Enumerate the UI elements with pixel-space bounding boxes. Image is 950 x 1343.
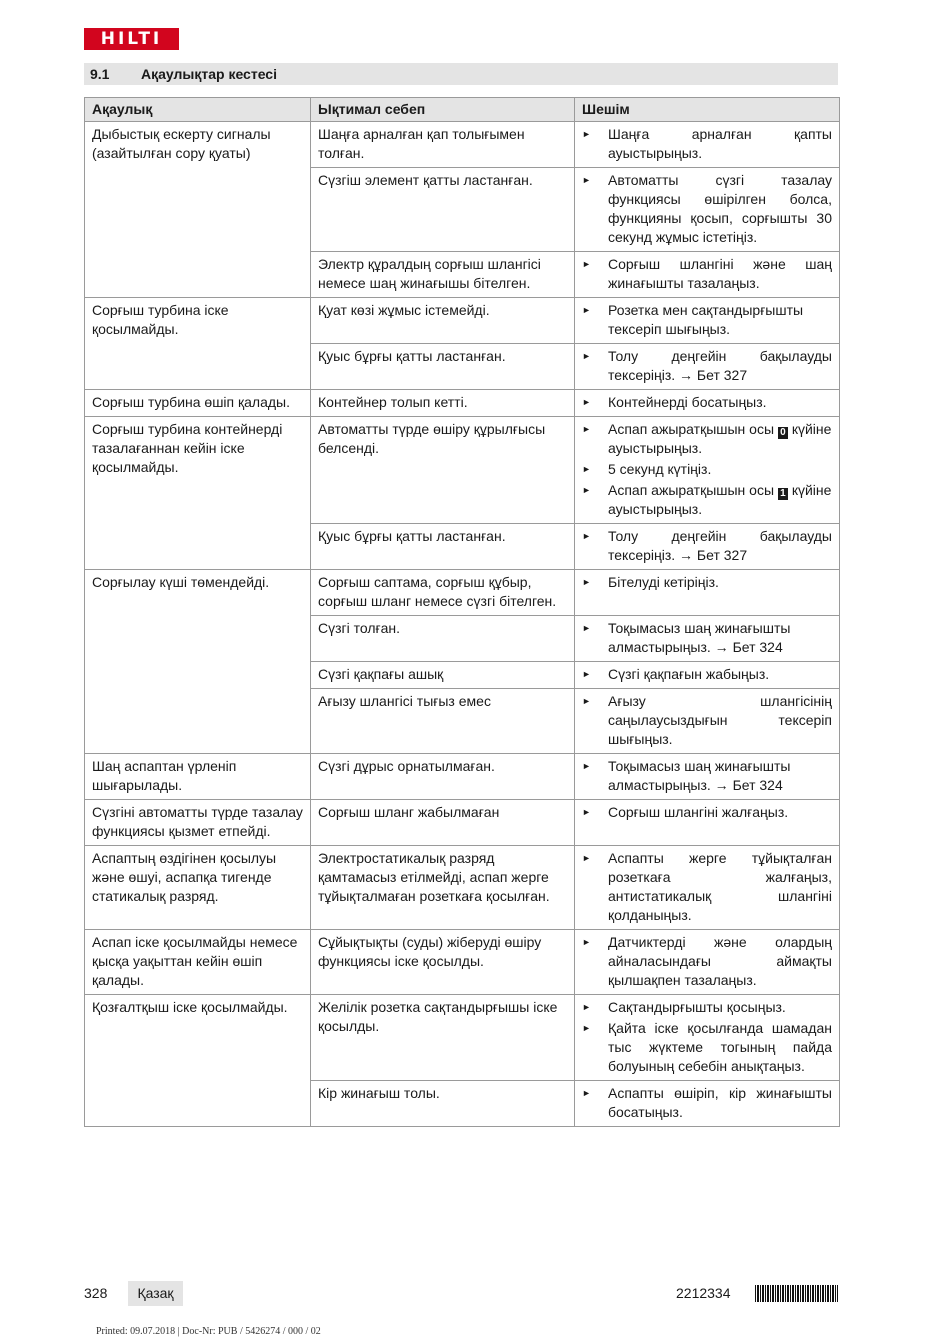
solution-cell [575,662,840,689]
solution-cell [575,930,840,995]
fault-cell: Дыбыстық ескерту сигналы (азайтылған сору қуаты) [85,122,311,298]
solution-cell [575,754,840,800]
bullet-arrow-icon: ► [582,351,591,361]
column-header-cause: Ықтимал себеп [311,98,575,122]
fault-cell: Аспап іске қосылмайды немесе қысқа уақыттан кейін өшіп қалады. [85,930,311,995]
fault-cell: Сорғыш турбина өшіп қалады. [85,390,311,417]
solution-cell [575,298,840,344]
solution-text: Аспапты жерге тұйықталған розеткаға жалғаңыз, антистатикалық шлангіні қолданыңыз. [608,850,832,923]
fault-cell: Шаң аспаптан үрленіп шығарылады. [85,754,311,800]
bullet-arrow-icon: ► [582,464,591,474]
page-footer [0,1284,950,1304]
document-number: 2212334 [676,1285,731,1301]
hilti-logo: HILTI [84,28,179,50]
cause-cell: Контейнер толып кетті. [311,390,575,417]
fault-cell: Сорғылау күші төмендейді. [85,570,311,754]
bullet-arrow-icon: ► [582,531,591,541]
solution-text: Қайта іске қосылғанда шамадан тыс жүктеме тогының пайда болуының себебін анықтаңыз. [608,1020,832,1074]
solution-cell [575,800,840,846]
solution-cell [575,689,840,754]
solution-cell [575,168,840,252]
cause-cell: Шаңға арналған қап толығымен толған. [311,122,575,168]
cause-cell: Сүзгі дұрыс орнатылмаған. [311,754,575,800]
solution-text: Контейнерді босатыңыз. [608,394,767,410]
cause-cell: Сорғыш саптама, сорғыш құбыр, сорғыш шланг немесе сүзгі бітелген. [311,570,575,616]
bullet-arrow-icon: ► [582,129,591,139]
solution-cell [575,995,840,1081]
bullet-arrow-icon: ► [582,175,591,185]
bullet-arrow-icon: ► [582,696,591,706]
section-title: Ақаулықтар кестесі [141,66,277,82]
table-row [85,570,840,616]
solution-cell [575,616,840,662]
print-info: Printed: 09.07.2018 | Doc-Nr: PUB / 5426274 / 000 / 02 [96,1326,321,1337]
bullet-arrow-icon: ► [582,761,591,771]
fault-cell: Сорғыш турбина контейнерді тазалағаннан кейін іске қосылмайды. [85,417,311,570]
solution-text: Сақтандырғышты қосыңыз. [608,999,786,1015]
solution-cell [575,524,840,570]
solution-text: Сорғыш шлангіні жалғаңыз. [608,804,789,820]
cause-cell: Электростатикалық разряд қамтамасыз етілмейді, аспап жерге тұйықталмаған розеткаға қосылған. [311,846,575,930]
solution-text: Розетка мен сақтандырғышты тексеріп шығыңыз. [608,302,804,337]
solution-cell [575,344,840,390]
solution-cell [575,1081,840,1127]
table-header-row [85,98,840,122]
fault-cell: Аспаптың өздігінен қосылуы және өшуі, аспапқа тигенде статикалық разряд. [85,846,311,930]
bullet-arrow-icon: ► [582,485,591,495]
cause-cell: Сүзгі қақпағы ашық [311,662,575,689]
column-header-solution: Шешім [575,98,840,122]
table-row [85,122,840,168]
cause-cell: Сүзгіш элемент қатты ластанған. [311,168,575,252]
cause-cell: Сорғыш шланг жабылмаған [311,800,575,846]
section-heading [84,63,838,85]
solution-cell [575,846,840,930]
cause-cell: Кір жинағыш толы. [311,1081,575,1127]
cause-cell: Автоматты түрде өшіру құрылғысы белсенді. [311,417,575,524]
solution-text: Тоқымасыз шаң жинағышты алмастырыңыз. → Бет 324 [608,620,791,655]
solution-text: 5 секунд күтіңіз. [608,461,712,477]
troubleshooting-table [84,97,840,1127]
bullet-arrow-icon: ► [582,1023,591,1033]
solution-cell [575,570,840,616]
solution-text: Аспапты өшіріп, кір жинағышты босатыңыз. [608,1085,832,1120]
bullet-arrow-icon: ► [582,853,591,863]
column-header-fault: Ақаулық [85,98,311,122]
bullet-arrow-icon: ► [582,577,591,587]
solution-text-tail: күйіне ауыстырыңыз. [608,482,832,517]
solution-cell [575,417,840,524]
table-row [85,930,840,995]
switch-position-1-symbol: 1 [778,488,788,500]
solution-cell [575,122,840,168]
switch-position-0-symbol: 0 [778,427,788,439]
language-label: Қазақ [128,1281,183,1306]
table-row [85,800,840,846]
cause-cell: Қуыс бұрғы қатты ластанған. [311,524,575,570]
section-number: 9.1 [90,66,110,82]
table-row [85,390,840,417]
cause-cell: Электр құралдың сорғыш шлангісі немесе шаң жинағышы бітелген. [311,252,575,298]
solution-cell [575,252,840,298]
cause-cell: Қуат көзі жұмыс істемейді. [311,298,575,344]
table-row [85,298,840,344]
solution-text: Толу деңгейін бақылауды тексеріңіз. → Бет 327 [608,528,832,563]
solution-text: Аспап ажыратқышын осы [608,482,775,498]
solution-cell [575,390,840,417]
fault-cell: Сүзгіні автоматты түрде тазалау функциясы қызмет етпейді. [85,800,311,846]
bullet-arrow-icon: ► [582,807,591,817]
solution-text: Шаңға арналған қапты ауыстырыңыз. [608,126,832,161]
solution-text: Толу деңгейін бақылауды тексеріңіз. → Бет 327 [608,348,832,383]
bullet-arrow-icon: ► [582,669,591,679]
bullet-arrow-icon: ► [582,937,591,947]
solution-text: Сорғыш шлангіні және шаң жинағышты тазалаңыз. [608,256,832,291]
bullet-arrow-icon: ► [582,397,591,407]
bullet-arrow-icon: ► [582,305,591,315]
table-row [85,754,840,800]
bullet-arrow-icon: ► [582,1002,591,1012]
table-row [85,417,840,524]
solution-text-tail: күйіне ауыстырыңыз. [608,421,832,456]
bullet-arrow-icon: ► [582,259,591,269]
bullet-arrow-icon: ► [582,623,591,633]
solution-text: Сүзгі қақпағын жабыңыз. [608,666,770,682]
fault-cell: Қозғалтқыш іске қосылмайды. [85,995,311,1127]
solution-text: Автоматты сүзгі тазалау функциясы өшірілген болса, функцияны қосып, сорғышты 30 секунд жұмыс істетіңіз. [608,172,832,245]
fault-cell: Сорғыш турбина іске қосылмайды. [85,298,311,390]
bullet-arrow-icon: ► [582,1088,591,1098]
cause-cell: Желілік розетка сақтандырғышы іске қосылды. [311,995,575,1081]
solution-text: Тоқымасыз шаң жинағышты алмастырыңыз. → Бет 324 [608,758,791,793]
solution-text: Датчиктерді және олардың айналасындағы аймақты қылшақпен тазалаңыз. [608,934,832,988]
barcode-icon [755,1285,838,1302]
solution-text: Ағызу шлангісінің саңылаусыздығын тексеріп шығыңыз. [608,693,832,747]
solution-text: Аспап ажыратқышын осы [608,421,775,437]
cause-cell: Қуыс бұрғы қатты ластанған. [311,344,575,390]
table-row [85,846,840,930]
table-row [85,995,840,1081]
bullet-arrow-icon: ► [582,424,591,434]
cause-cell: Ағызу шлангісі тығыз емес [311,689,575,754]
cause-cell: Сұйықтықты (суды) жіберуді өшіру функциясы іске қосылды. [311,930,575,995]
page-number: 328 [84,1285,108,1301]
cause-cell: Сүзгі толған. [311,616,575,662]
solution-text: Бітелуді кетіріңіз. [608,574,719,590]
